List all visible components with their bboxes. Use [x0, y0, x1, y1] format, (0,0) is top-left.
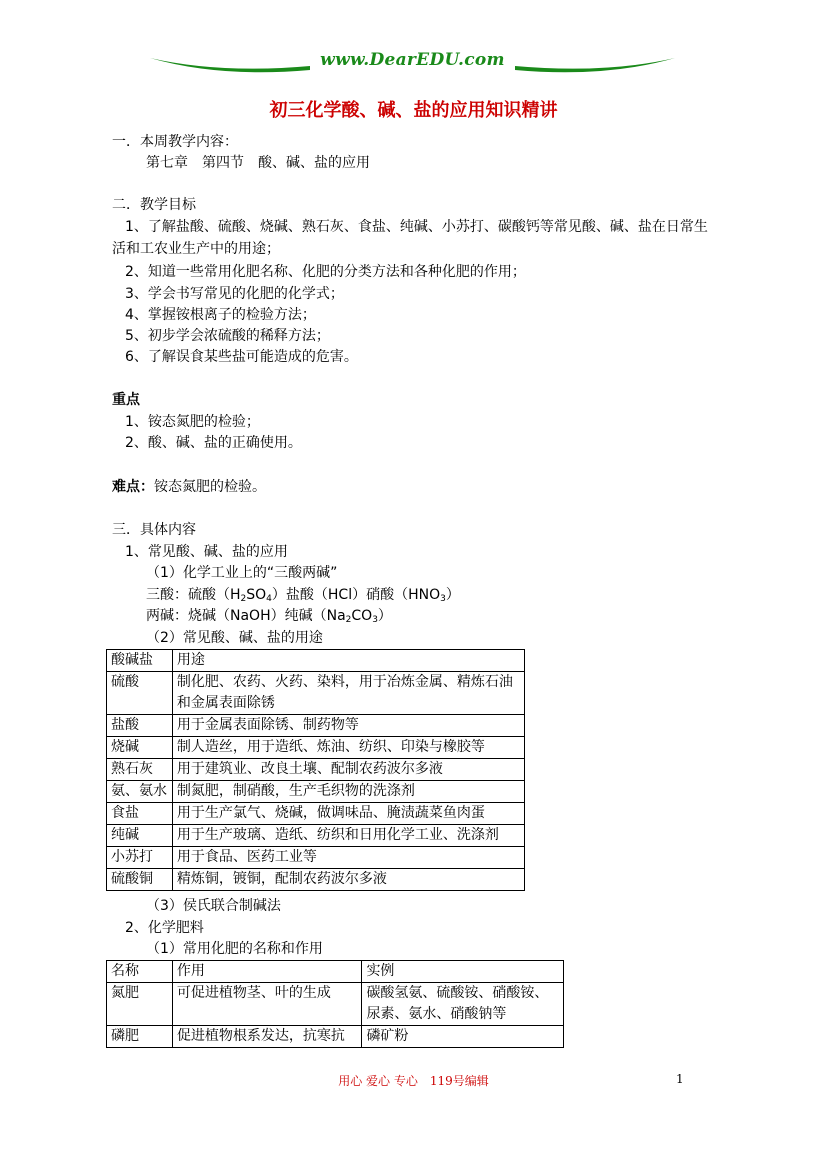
key-point-item: 2、酸、碱、盐的正确使用。	[125, 435, 302, 451]
table-cell: 烧碱	[107, 737, 173, 759]
table-cell: 精炼铜，镀铜，配制农药波尔多液	[172, 869, 524, 891]
uses-table	[106, 649, 525, 891]
table-cell: 用于生产玻璃、造纸、纺织和日用化学工业、洗涤剂	[172, 825, 524, 847]
table-row	[107, 759, 525, 781]
page-title: 初三化学酸、碱、盐的应用知识精讲	[269, 100, 558, 121]
table-row	[107, 781, 525, 803]
table-cell: 用于食品、医药工业等	[172, 847, 524, 869]
table-cell: 制化肥、农药、火药、染料，用于冶炼金属、精炼石油和金属表面除锈	[172, 672, 524, 715]
table-header-cell: 用途	[172, 650, 524, 672]
section2-heading: 二．教学目标	[112, 197, 196, 213]
table-cell: 盐酸	[107, 715, 173, 737]
table-cell: 小苏打	[107, 847, 173, 869]
difficult-label: 难点：	[112, 479, 154, 495]
table-cell: 磷肥	[107, 1026, 173, 1048]
objective-item: 5、初步学会浓硫酸的稀释方法；	[125, 328, 330, 344]
table-cell: 可促进植物茎、叶的生成	[172, 983, 362, 1026]
site-url: www.DearEDU.com	[320, 50, 505, 70]
fertilizer-table	[106, 960, 564, 1048]
table-header-cell: 酸碱盐	[107, 650, 173, 672]
table-cell: 用于金属表面除锈、制药物等	[172, 715, 524, 737]
table-cell: 制氮肥，制硝酸，生产毛织物的洗涤剂	[172, 781, 524, 803]
difficult-point	[112, 477, 266, 497]
objective-item: 2、知道一些常用化肥名称、化肥的分类方法和各种化肥的作用；	[125, 264, 526, 280]
page-number: 1	[676, 1072, 684, 1086]
table-row	[107, 672, 525, 715]
section3-heading: 三．具体内容	[112, 522, 196, 538]
objective-item: 1、了解盐酸、硫酸、烧碱、熟石灰、食盐、纯碱、小苏打、碳酸钙等常见酸、碱、盐在日常生活和工农业生产中的用途；	[112, 219, 708, 257]
two-bases: 两碱：烧碱（NaOH）纯碱$(Na_2CO_3)$	[146, 608, 392, 625]
header-banner	[150, 48, 675, 78]
key-point-item: 1、铵态氮肥的检验；	[125, 414, 260, 430]
section1-heading: 一．本周教学内容：	[112, 134, 238, 150]
objective-item: 3、学会书写常见的化肥的化学式；	[125, 286, 344, 302]
table-row	[107, 869, 525, 891]
table-cell: 磷矿粉	[362, 1026, 564, 1048]
table-cell: 促进植物根系发达，抗寒抗	[172, 1026, 362, 1048]
table-header-cell: 实例	[362, 961, 564, 983]
table-row	[107, 983, 564, 1026]
table-row	[107, 847, 525, 869]
subsection-1-2: （2）常见酸、碱、盐的用途	[146, 630, 323, 646]
objective-item: 4、掌握铵根离子的检验方法；	[125, 307, 316, 323]
subsection-1-1: （1）化学工业上的“三酸两碱”	[146, 565, 338, 581]
table-cell: 熟石灰	[107, 759, 173, 781]
table-cell: 用于建筑业、改良土壤、配制农药波尔多液	[172, 759, 524, 781]
table-cell: 纯碱	[107, 825, 173, 847]
table-row	[107, 737, 525, 759]
difficult-text: 铵态氮肥的检验。	[154, 479, 266, 495]
table-cell: 氮肥	[107, 983, 173, 1026]
table-cell: 硫酸	[107, 672, 173, 715]
three-acids: 三酸：硫酸$(H_2SO_4)$盐酸（HCl）硝酸$(HNO_3)$	[146, 587, 460, 604]
footer-slogan: 用心 爱心 专心 119号编辑	[338, 1074, 489, 1088]
subsection-2: 2、化学肥料	[125, 920, 204, 936]
table-cell: 碳酸氢氨、硫酸铵、硝酸铵、尿素、氨水、硝酸钠等	[362, 983, 564, 1026]
table-cell: 制人造丝，用于造纸、炼油、纺织、印染与橡胶等	[172, 737, 524, 759]
key-points-heading: 重点	[112, 392, 140, 408]
table-row	[107, 803, 525, 825]
table-header-row	[107, 961, 564, 983]
subsection-1: 1、常见酸、碱、盐的应用	[125, 544, 288, 560]
table-header-cell: 名称	[107, 961, 173, 983]
subsection-1-3: （3）侯氏联合制碱法	[146, 898, 281, 914]
subsection-2-1: （1）常用化肥的名称和作用	[146, 941, 323, 957]
section1-content: 第七章 第四节 酸、碱、盐的应用	[146, 155, 370, 171]
objective-item: 6、了解误食某些盐可能造成的危害。	[125, 349, 358, 365]
table-header-row	[107, 650, 525, 672]
table-row	[107, 715, 525, 737]
table-row	[107, 1026, 564, 1048]
table-cell: 用于生产氯气、烧碱，做调味品、腌渍蔬菜鱼肉蛋	[172, 803, 524, 825]
table-cell: 硫酸铜	[107, 869, 173, 891]
table-cell: 氨、氨水	[107, 781, 173, 803]
table-header-cell: 作用	[172, 961, 362, 983]
table-row	[107, 825, 525, 847]
table-cell: 食盐	[107, 803, 173, 825]
